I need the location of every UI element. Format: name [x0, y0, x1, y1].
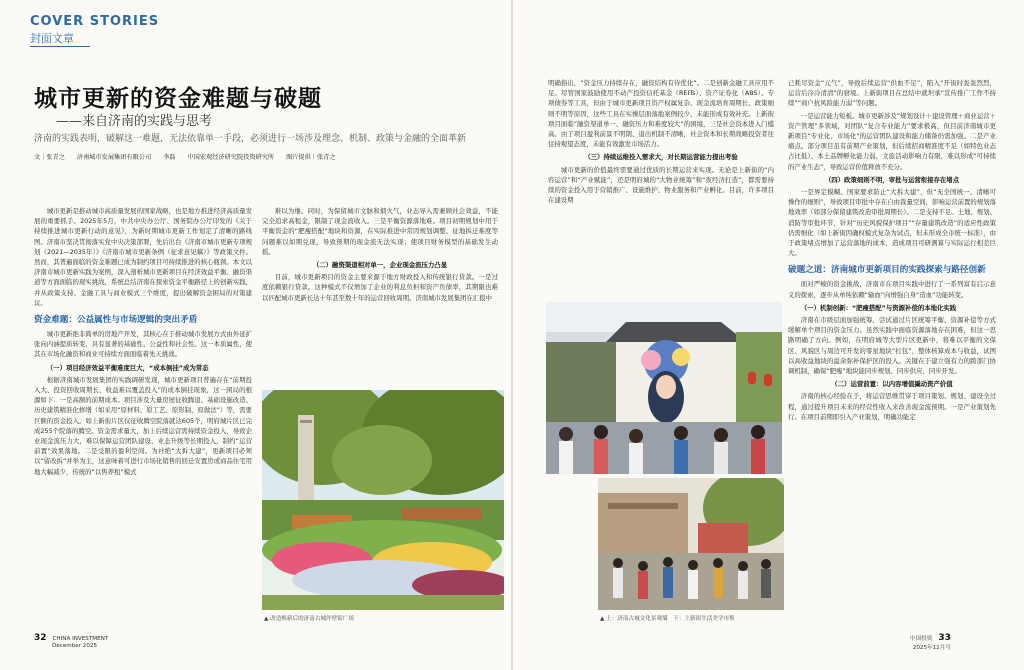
- footer-right: [910, 633, 951, 651]
- photo-market: [598, 478, 784, 610]
- photo-caption-right: [600, 614, 735, 622]
- photo-market-art: [598, 478, 784, 610]
- footer-mag-left: CHINA INVESTMENT: [52, 636, 109, 642]
- caption-text: 改造焕新后的济南古城泮壁街广场: [270, 616, 355, 622]
- text-column-2: [262, 206, 498, 388]
- page-number-right: 33: [938, 633, 951, 643]
- subsection-heading: （一）项目经济效益平衡难度巨大，“成本倒挂”成为常态: [46, 363, 209, 372]
- page-number-left: 32: [34, 633, 47, 643]
- footer-date-left: December 2025: [52, 643, 98, 649]
- section-rule: [30, 46, 90, 47]
- section-label-cn: 封面文章: [30, 32, 74, 45]
- photo-caption-left: [264, 614, 354, 622]
- byline-org2: 中国宏观经济研究院投资研究所: [187, 154, 275, 161]
- text-column-3: [548, 78, 774, 296]
- caption-marker-icon: ▲: [264, 616, 271, 622]
- byline-author2: 李磊: [163, 154, 176, 161]
- byline-author: 文｜张青之: [34, 154, 65, 161]
- footer-mag-right: 中国投资: [910, 636, 933, 642]
- page-gutter: [511, 0, 513, 670]
- paragraph: 济南的核心经验在于，将运营思维贯穿于项目策划、规划、建设全过程，通过提升项目未来的经营性收入来改善现金流预期。一是产业策划先行。在项目前期即引入产业策划，明确功能定: [788, 392, 996, 421]
- photo-city-square-art: [262, 390, 504, 610]
- paragraph: 根据济南城市发展集团的实践调研发现，城市更新项目普遍存在“前期投入大、投资回收周期长、收益难以覆盖投入”的成本倒挂现象，这一困局的根源如下：一是高额的前期成本。项目涉及大量房屋征收腾退、基础设施改造、历史建筑精准化修缮（如采用“原材料、原工艺、原形制、原做法”）等，需要巨额的资金投入。如上新街片区仅征收腾空院落就达605个，明府城片区已完成255个院落的腾空。资金需求量大，加上后续运营需持续资金投入，导致企业现金流压力大，难以保障运营团队建设、业态升级等长期投入，制约“运营前置”效果落地。二是受限的盈利空间。为社绝“大拆大建”，更新项目必须以“留改拆”并举为主，这意味着可进行市场化销售的回迁安置房或商品住宅用地大幅减少，传统的“以售养租”模式: [34, 375, 252, 476]
- paragraph: 面对严峻的资金挑战，济南市在项目实践中进行了一系列富有启示意义的探索，逐步从单纯依赖“输血”向增强自身“造血”功能转变。: [788, 280, 996, 299]
- text-column-1: [34, 206, 252, 626]
- byline-org1: 济南城市发展集团有限公司: [76, 154, 152, 161]
- article-title: 城市更新的资金难题与破题: [34, 85, 322, 112]
- subsection-heading: （二）运营前置：以内容增值撬动资产价值: [831, 380, 953, 389]
- paragraph: 明确指出，“资金压力持续存在，融资结构有待优化”。二是创新金融工具应用不足。尽管国家鼓励使用不动产投资信托基金（REITs）、资产证券化（ABS）、专项债券等工具，但由于城市更新项目资产权属复杂、现金流培育周期长、政策细则不明等原因，这些工具在实操层面落地案例较少，未能形成有效补充。上新街项目面临“融资渠道单一、融资压力和难度较大”的困境，三是社会资本进入门槛高。由于项目盈利前景不明朗、退出机制不清晰，社会资本和长期战略投资者往往持观望态度，未能有效激发市场活力。: [548, 79, 774, 149]
- text-column-4: [788, 78, 996, 624]
- photo-city-square: [262, 390, 504, 610]
- section-heading: 破题之道：济南城市更新项目的实践探索与路径创新: [788, 265, 986, 276]
- paragraph: 城市更新的价值最终需要通过优质的长期运营来实现。无论是上新街的“内容运营”和“产业赋能”，还是明府城的“大物业统筹”和“夜经济打造”，都需要持续的资金投入用于营销推广、设施维护、物业服务和产业孵化。目前，许多项目在建设期: [548, 165, 774, 205]
- caption-text: 上：济南古城文化景观墙 下：上新街生活美学市集: [606, 616, 735, 622]
- caption-marker-icon: ▲: [600, 616, 607, 622]
- photo-culture-wall-art: [546, 302, 782, 474]
- section-heading: 资金难题：公益属性与市场逻辑的突出矛盾: [34, 315, 198, 326]
- footer-left: [34, 633, 108, 649]
- subsection-heading: （二）融资渠道相对单一，企业现金流压力凸显: [312, 261, 448, 270]
- byline-photo: 图片提供｜张青之: [286, 154, 336, 161]
- subsection-heading: （四）政策细则不明，审批与运营衔接存在堵点: [824, 175, 960, 184]
- paragraph: 济南在市级层面加强统筹，尝试通过片区统筹平衡、资源补偿等方式缓解单个项目的资金压力。虽然实践中面临资源落地存在困难，但这一思路明确了方向。例如，在明府城等大型片区更新中，将难以平衡的文保区、风貌区与周边可开发的零星地块“打包”，整体核算成本与收益，试图以高收益地块的溢余弥补保护区的投入。关键在于建立强有力的跨部门协调机制，确保“肥瘦”地块能同步规划、同步供应、同步开发。: [788, 316, 996, 376]
- byline: [34, 152, 346, 161]
- paragraph: 一是界定模糊。国家要求防止“大拆大建”，但“无全国统一、清晰可操作的细则”，导致项目审批中存在自由裁量空间，影响运营前置的规划落地效率（如部分保留建筑改造审批周期长）。二是支持不足。土地、规划、消防等审批环节，针对“历史风貌保护项目”“存量建筑改造”的适应性政策仍需细化（如上新街因确权模式复杂为试点，但未形成全市统一标准），由于政策堵点增加了运营落地的成本，造成项目可研测算与实际运行相差巨大。: [788, 188, 996, 258]
- paragraph: 城市更新是推动城市高质量发展的国家战略，也是地方推进经济高质量发展的重要抓手。2025年5月，中共中央办公厅、国务院办公厅印发的《关于持续推进城市更新行动的意见》，为新时期城市更新工作划定了清晰的路线图。济南市坚决贯彻落实党中央决策部署，先后出台《济南市城市更新专项规划（2021—2035年）》《济南市城市更新条例（征求意见稿）》等政策文件。然而，其普遍面临的资金难题已成为制约项目可持续推进的核心瓶颈。本文以济南市城市更新实践为案例，深入剖析城市更新项目在经济效益平衡、融资渠道等方面面临的现实挑战，系统总结济南在探索资金平衡路径上的创新实践，并从政策支持、金融工具与商业模式三个维度，提出破解资金困局的对策建议。: [34, 207, 252, 307]
- article-lede: 济南的实践表明，破解这一难题，无法依靠单一手段，必须进行一场涉及理念、机制、政策与金融的全面革新: [34, 134, 467, 144]
- section-label: [30, 14, 159, 46]
- section-label-en: COVER STORIES: [30, 14, 160, 29]
- subsection-heading: （一）机制创新：“肥瘦搭配”与资源补偿的本地化实践: [800, 303, 957, 312]
- paragraph: 一是运营能力短板。城市更新涉及“规划设计＋建设管理＋商业运营＋资产管理”多领域，对团队“复合专业能力”要求极高，但目前济南城市更新项目“专业化、市场化”的运营团队建设和能力储备仍需加强。二是产业痛点。部分项目虽有前期产业策划，但后续招商精准度不足（如特色业态占比低）、本土品牌孵化能力弱、文旅活动影响力有限，难以形成“可持续的产业生态”，导致运营价值释放不充分。: [788, 111, 996, 171]
- photo-culture-wall: [546, 302, 782, 474]
- paragraph: 城市更新绝非简单的房地产开发，其核心在于推动城市发展方式由外延扩张向内涵提质转变，具有显著的基础性、公益性和社会性。这一本质属性，使其在市场化融资和商业可持续方面面临着先天挑战。: [34, 330, 252, 359]
- article-subtitle: ——来自济南的实践与思考: [56, 114, 213, 129]
- paragraph: 目前，城市更新项目的资金主要来源于地方财政投入和传统银行贷款。一是过度依赖银行贷款。这种模式不仅增加了企业的利息负担和资产负债率，其期限也难以匹配城市更新长达十年甚至数十年的运营回收周期。济南城市发展集团在汇报中: [262, 273, 498, 302]
- paragraph: 难以为继。同时，为保留城市文脉和烟火气，业态导入需兼顾社会效益，不能完全追求高租金，限制了现金流收入。三是平衡资源落地难。项目初期规划中用于平衡资金的“肥瘦搭配”地块和资源，在实际推进中常因规划调整、征地拆迁难度等问题难以如期兑现，导致预期的现金流无法实现；使项目财务模型的基础发生动摇。: [262, 207, 498, 256]
- paragraph: 已耗尽资金“元气”，导致后续运营“供血不足”，陷入“开街时轰轰烈烈，运营后冷冷清清”的窘境。上新街项目在总结中就坦承“宣传推广工作不持续”“商户抗风险能力弱”等问题。: [788, 79, 996, 108]
- footer-date-right: 2025年12月号: [912, 645, 951, 651]
- subsection-heading: （三）持续运维投入需求大，对长期运营能力提出考验: [584, 153, 738, 162]
